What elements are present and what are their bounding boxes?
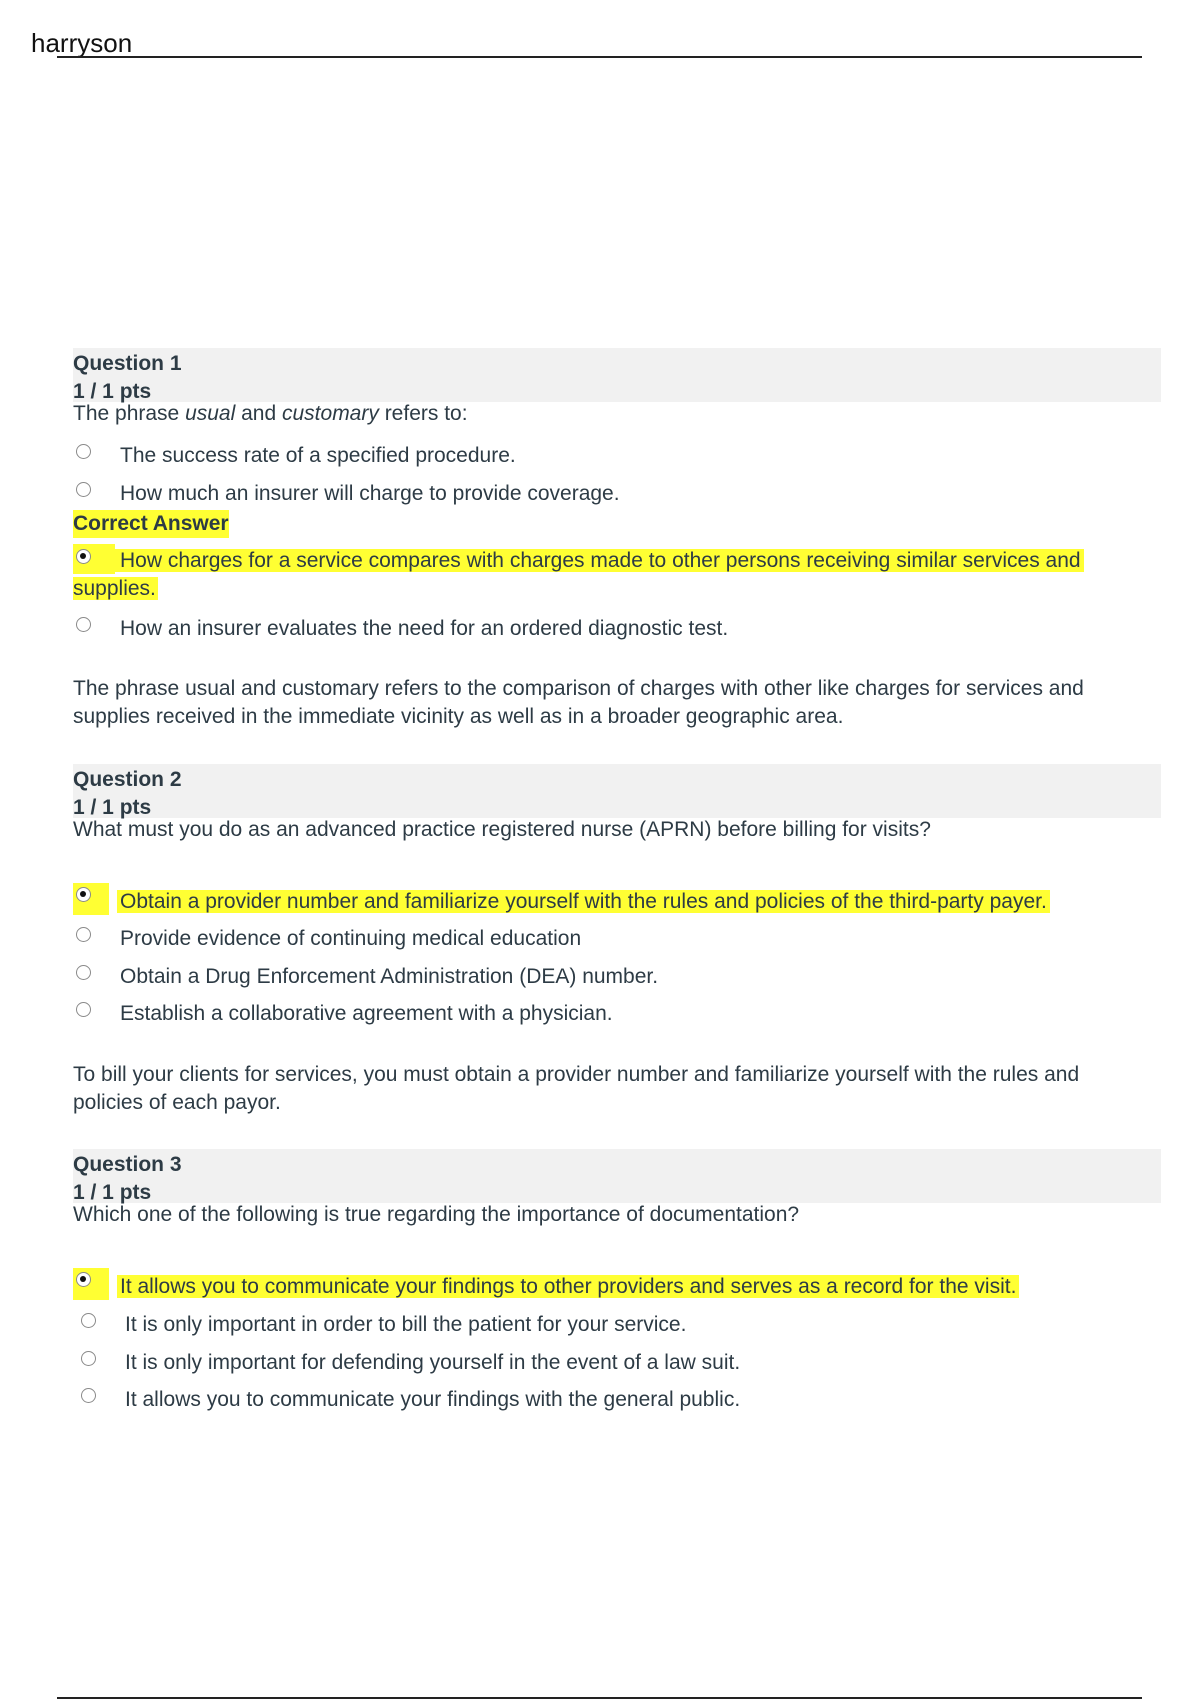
question-header: [73, 348, 1161, 402]
radio-button[interactable]: [81, 1351, 96, 1366]
footer-rule: [57, 1697, 1142, 1699]
question-title: Question 1: [73, 352, 182, 375]
question-header: [73, 764, 1161, 818]
question-points: 1 / 1 pts: [73, 380, 152, 403]
answer-option[interactable]: It is only important in order to bill the patient for your service.: [78, 1311, 686, 1339]
question-prompt: The phrase usual and customary refers to:: [73, 402, 468, 425]
answer-option-correct[interactable]: How charges for a service compares with charges made to other persons receiving similar services and supplies.: [73, 547, 1133, 603]
answer-option-correct[interactable]: Obtain a provider number and familiarize yourself with the rules and policies of the third-party payer.: [73, 888, 1050, 916]
radio-button[interactable]: [76, 1002, 91, 1017]
answer-feedback: The phrase usual and customary refers to the comparison of charges with other like charges for services and supplies received in the immediate vicinity as well as in a broader geographic area.: [73, 677, 1084, 728]
radio-button[interactable]: [76, 965, 91, 980]
question-1: [73, 348, 1161, 428]
question-2: [73, 764, 1161, 844]
answer-option[interactable]: Obtain a Drug Enforcement Administration (DEA) number.: [73, 963, 658, 991]
radio-button[interactable]: [81, 1313, 96, 1328]
radio-button[interactable]: [76, 927, 91, 942]
header-rule: [57, 56, 1142, 58]
radio-button[interactable]: [76, 444, 91, 459]
question-prompt: Which one of the following is true regarding the importance of documentation?: [73, 1203, 800, 1226]
answer-option[interactable]: Establish a collaborative agreement with a physician.: [73, 1000, 613, 1028]
question-title: Question 3: [73, 1153, 182, 1176]
answer-option[interactable]: How an insurer evaluates the need for an ordered diagnostic test.: [73, 615, 728, 643]
question-3: [73, 1149, 1161, 1229]
question-points: 1 / 1 pts: [73, 1181, 152, 1204]
correct-answer-label-wrap: [73, 510, 229, 538]
answer-option-correct[interactable]: It allows you to communicate your findings to other providers and serves as a record for the visit.: [73, 1273, 1019, 1301]
question-points: 1 / 1 pts: [73, 796, 152, 819]
answer-option[interactable]: Provide evidence of continuing medical education: [73, 925, 581, 953]
radio-button[interactable]: [81, 1388, 96, 1403]
radio-button[interactable]: [76, 482, 91, 497]
question-prompt: What must you do as an advanced practice registered nurse (APRN) before billing for visits?: [73, 818, 931, 841]
answer-option[interactable]: How much an insurer will charge to provide coverage.: [73, 480, 620, 508]
answer-feedback: To bill your clients for services, you must obtain a provider number and familiarize yourself with the rules and policies of each payor.: [73, 1063, 1080, 1114]
correct-answer-label: Correct Answer: [73, 510, 229, 538]
radio-button[interactable]: [76, 617, 91, 632]
answer-option[interactable]: It is only important for defending yourself in the event of a law suit.: [78, 1349, 740, 1377]
radio-button-selected[interactable]: [76, 887, 91, 902]
question-header: [73, 1149, 1161, 1203]
answer-option[interactable]: The success rate of a specified procedure.: [73, 442, 516, 470]
radio-button-selected[interactable]: [76, 549, 91, 564]
question-title: Question 2: [73, 768, 182, 791]
radio-button-selected[interactable]: [76, 1272, 91, 1287]
answer-option[interactable]: It allows you to communicate your findings with the general public.: [78, 1386, 740, 1414]
header-name: harryson: [31, 28, 133, 58]
